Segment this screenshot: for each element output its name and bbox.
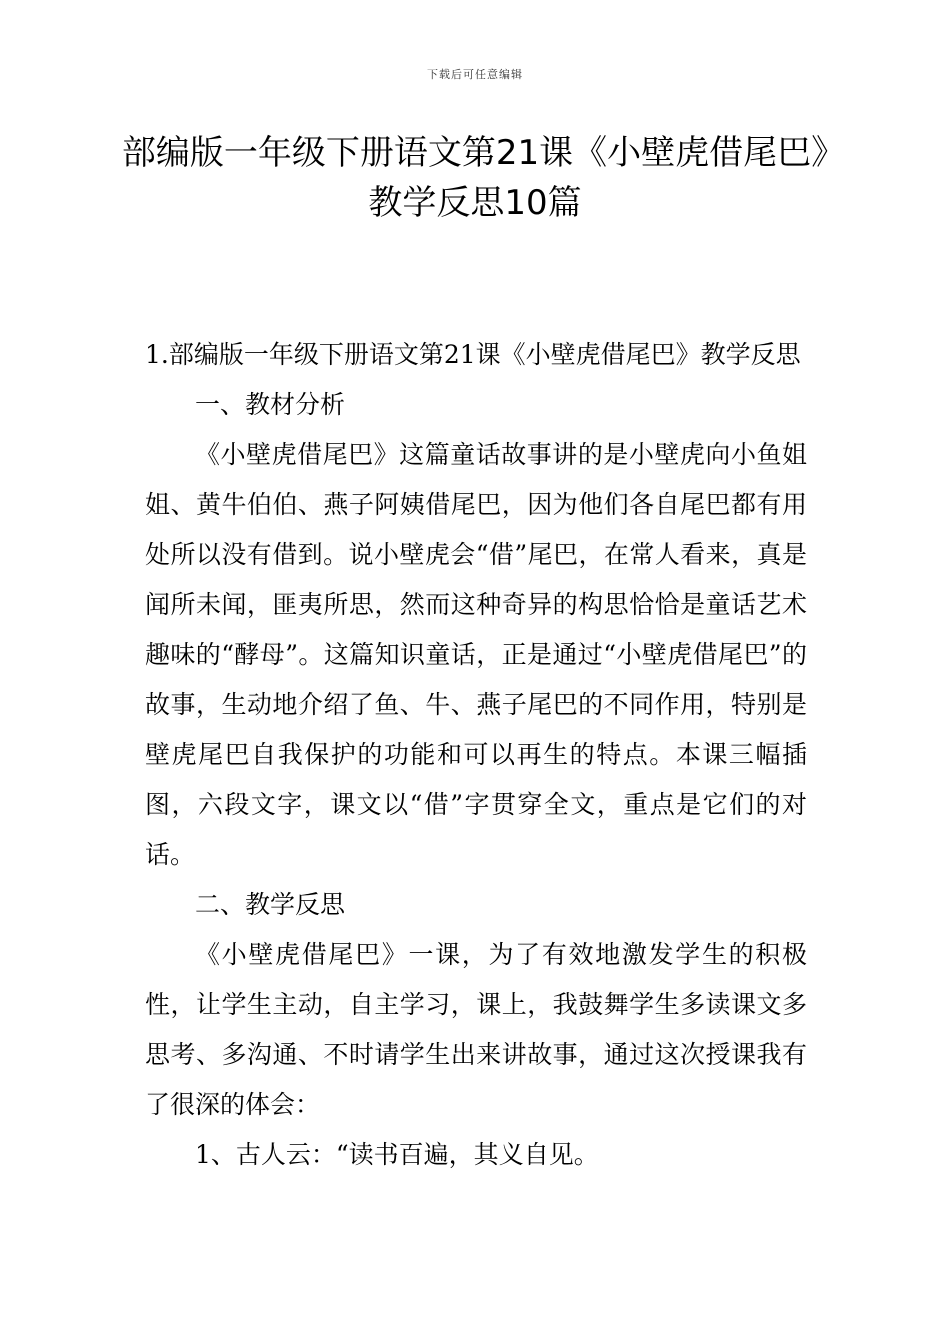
- document-body: [145, 330, 807, 1180]
- section-heading: 1.部编版一年级下册语文第21课《小壁虎借尾巴》教学反思: [145, 340, 801, 369]
- header-note: 下载后可任意编辑: [427, 68, 523, 81]
- subsection-heading: 一、教材分析: [195, 390, 346, 419]
- document-title: 部编版一年级下册语文第21课《小壁虎借尾巴》教学反思10篇: [121, 133, 829, 223]
- body-paragraph: 1、古人云：“读书百遍，其义自见。: [195, 1140, 599, 1169]
- body-paragraph: 《小壁虎借尾巴》这篇童话故事讲的是小壁虎向小鱼姐姐、黄牛伯伯、燕子阿姨借尾巴，因为他们各自尾巴都有用处所以没有借到。说小壁虎会“借”尾巴，在常人看来，真是闻所未闻，匪夷所思，然而这种奇异的构思恰恰是童话艺术趣味的“酵母”。这篇知识童话，正是通过“小壁虎借尾巴”的故事，生动地介绍了鱼、牛、燕子尾巴的不同作用，特别是壁虎尾巴自我保护的功能和可以再生的特点。本课三幅插图，六段文字，课文以“借”字贯穿全文，重点是它们的对话。: [145, 440, 807, 869]
- subsection-heading: 二、教学反思: [195, 890, 346, 919]
- body-paragraph: 《小壁虎借尾巴》一课，为了有效地激发学生的积极性，让学生主动，自主学习，课上，我鼓舞学生多读课文多思考、多沟通、不时请学生出来讲故事，通过这次授课我有了很深的体会：: [145, 940, 807, 1119]
